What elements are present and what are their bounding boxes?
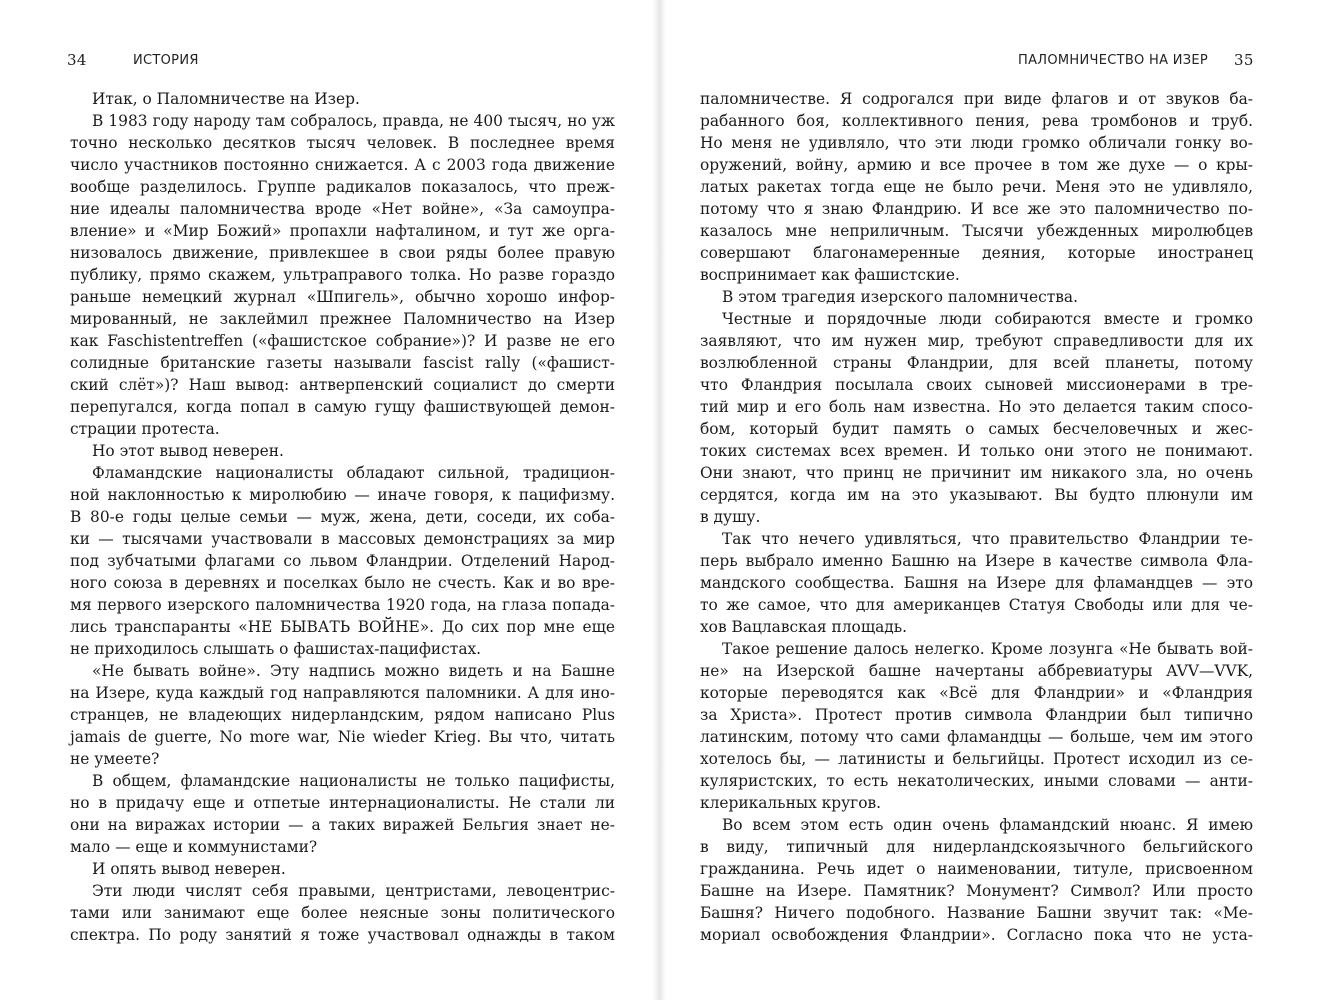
text-line: В этом трагедия изерского паломничества.: [722, 288, 1078, 306]
text-line: в виду, типичный для нидерландскоязычного бельгийского: [700, 838, 1253, 856]
text-line: страции протеста.: [70, 420, 220, 438]
text-line: вообще разделилось. Группе радикалов показалось, что преж-: [70, 178, 615, 196]
text-line: но в придачу еще и отпетые интернационалисты. Не стали ли: [70, 794, 615, 812]
text-line: лись транспаранты «НЕ БЫВАТЬ ВОЙНЕ». До сих пор мне еще: [70, 618, 615, 636]
text-line: ние идеалы паломничества вроде «Нет войне», «За самоупра-: [70, 200, 615, 218]
text-line: в душу.: [700, 508, 761, 526]
text-line: бом, который будит память о самых бесчеловечных и жес-: [700, 420, 1253, 438]
text-line: публику, прямо скажем, ультраправого толка. Но разве гораздо: [70, 266, 615, 284]
text-line: И опять вывод неверен.: [92, 860, 286, 878]
text-line: оружений, войну, армию и все прочее в том же духе — о кры-: [700, 156, 1253, 174]
text-line: совершают благонамеренные деяния, которые иностранец: [700, 244, 1253, 262]
text-line: вление» и «Мир Божий» пропахли нафталином, и тут же орга-: [70, 222, 615, 240]
text-line: тами или занимают еще более неясные зоны политического: [70, 904, 615, 922]
text-line: странцев, не владеющих нидерландским, рядом написано Plus: [70, 706, 615, 724]
text-line: Башня? Ничего подобного. Название Башни звучит так: «Ме-: [700, 904, 1253, 922]
text-line: перепугался, когда попал в самую гущу фашиствующей демон-: [70, 398, 615, 416]
text-line: что Фландрия посылала своих сыновей миссионерами в тре-: [700, 376, 1253, 394]
text-line: Башне на Изере. Памятник? Монумент? Символ? Или просто: [700, 882, 1253, 900]
text-line: jamais de guerre, No more war, Nie wieder Krieg. Вы что, читать: [70, 728, 615, 746]
text-line: Они знают, что принц не причинит им никакого зла, но очень: [700, 464, 1253, 482]
text-line: мало — еще и коммунистами?: [70, 838, 318, 856]
text-line: Такое решение далось нелегко. Кроме лозунга «Не бывать вой-: [722, 640, 1253, 658]
text-line: ного союза в деревнях и поселках было не счесть. Как и во вре-: [70, 574, 615, 592]
text-line: не» на Изерской башне начертаны аббревиатуры AVV—VVK,: [700, 662, 1253, 680]
right-page: [659, 0, 1317, 1000]
left-page: [0, 0, 658, 1000]
text-line: не приходилось слышать о фашистах-пацифистах.: [70, 640, 482, 658]
text-line: ки — тысячами участвовали в массовых демонстрациях за мир: [70, 530, 615, 548]
text-line: на Изере, куда каждый год направляются паломники. А для ино-: [70, 684, 615, 702]
text-line: солидные британские газеты называли fascist rally («фашист-: [70, 354, 615, 372]
text-line: мандского сообщества. Башня на Изере для фламандцев — это: [700, 574, 1253, 592]
text-line: клерикальных кругов.: [700, 794, 882, 812]
text-line: латых ракетах тогда еще не было речи. Меня это не удивляло,: [700, 178, 1253, 196]
text-line: Но этот вывод неверен.: [92, 442, 284, 460]
text-line: под зубчатыми флагами со львом Фландрии. Отделений Народ-: [70, 552, 615, 570]
text-line: заявляют, что им нужен мир, требуют справедливости для их: [700, 332, 1253, 350]
left-page-number: 34: [67, 51, 87, 69]
text-line: низовалось движение, привлекшее в свои ряды более правую: [70, 244, 615, 262]
text-line: перь выбрало именно Башню на Изере в качестве символа Фла-: [700, 552, 1253, 570]
text-line: мированный, не заклеймил прежнее Паломничество на Изер: [70, 310, 615, 328]
text-line: раньше немецкий журнал «Шпигель», обычно хорошо инфор-: [70, 288, 615, 306]
text-line: Фламандские националисты обладают сильной, традицион-: [92, 464, 615, 482]
text-line: хов Вацлавская площадь.: [700, 618, 908, 636]
text-line: мя первого изерского паломничества 1920 года, на глаза попада-: [70, 596, 615, 614]
text-line: спектра. По роду занятий я тоже участвовал однажды в таком: [70, 926, 615, 944]
left-running-head: ИСТОРИЯ: [133, 53, 199, 68]
text-line: рабанного боя, коллективного пения, рева тромбонов и труб.: [700, 112, 1253, 130]
text-line: они на виражах истории — а таких виражей Бельгия знает не-: [70, 816, 615, 834]
text-line: куляристских, то есть некатолических, иными словами — анти-: [700, 772, 1253, 790]
text-line: «Не бывать войне». Эту надпись можно видеть и на Башне: [92, 662, 615, 680]
text-line: Честные и порядочные люди собираются вместе и громко: [722, 310, 1253, 328]
right-page-number: 35: [1234, 51, 1254, 69]
text-line: казалось мне неприличным. Тысячи убежденных миролюбцев: [700, 222, 1253, 240]
text-line: мориал освобождения Фландрии». Согласно пока что не уста-: [700, 926, 1253, 944]
right-running-head: ПАЛОМНИЧЕСТВО НА ИЗЕР: [1018, 53, 1209, 68]
text-line: число участников постоянно снижается. А с 2003 года движение: [70, 156, 615, 174]
text-line: хотелось бы, — латинисты и бельгийцы. Протест исходил из се-: [700, 750, 1253, 768]
text-line: В 80-е годы целые семьи — муж, жена, дети, соседи, их соба-: [70, 508, 615, 526]
left-body-text: [70, 88, 615, 946]
text-line: Так что нечего удивляться, что правительство Фландрии те-: [722, 530, 1253, 548]
text-line: ной наклонностью к миролюбию — иначе говоря, к пацифизму.: [70, 486, 615, 504]
text-line: Во всем этом есть один очень фламандский нюанс. Я имею: [722, 816, 1253, 834]
text-line: не умеете?: [70, 750, 160, 768]
text-line: возлюбленной страны Фландрии, для всей планеты, потому: [700, 354, 1253, 372]
text-line: точно несколько десятков тысяч человек. В последнее время: [70, 134, 615, 152]
text-line: ский слёт»)? Наш вывод: антверпенский социалист до смерти: [70, 376, 615, 394]
text-line: гражданина. Речь идет о наименовании, титуле, присвоенном: [700, 860, 1253, 878]
text-line: за Христа». Протест против символа Фландрии был типично: [700, 706, 1253, 724]
text-line: воспринимает как фашистские.: [700, 266, 960, 284]
text-line: латинским, потому что сами фламандцы — больше, чем им этого: [700, 728, 1253, 746]
text-line: тий мир и его боль нам известна. Но это делается таким спосо-: [700, 398, 1253, 416]
text-line: Итак, о Паломничестве на Изер.: [92, 90, 360, 108]
text-line: то же самое, что для американцев Статуя Свободы или для че-: [700, 596, 1253, 614]
text-line: В общем, фламандские националисты не только пацифисты,: [92, 772, 615, 790]
text-line: сердятся, когда им на это указывают. Вы будто плюнули им: [700, 486, 1253, 504]
text-line: В 1983 году народу там собралось, правда, не 400 тысяч, но уж: [92, 112, 615, 130]
text-line: паломничестве. Я содрогался при виде флагов и от звуков ба-: [700, 90, 1253, 108]
text-line: Эти люди числят себя правыми, центристами, левоцентрис-: [92, 882, 615, 900]
text-line: Но меня не удивляло, что эти люди громко обличали гонку во-: [700, 134, 1253, 152]
right-body-text: [700, 88, 1253, 946]
text-line: потому что я знаю Фландрию. И все же это паломничество по-: [700, 200, 1253, 218]
text-line: как Faschistentreffen («фашистское собрание»)? И разве не его: [70, 332, 615, 350]
text-line: токих системах всех времен. И только они этого не понимают.: [700, 442, 1253, 460]
text-line: которые переводятся как «Всё для Фландрии» и «Фландрия: [700, 684, 1253, 702]
